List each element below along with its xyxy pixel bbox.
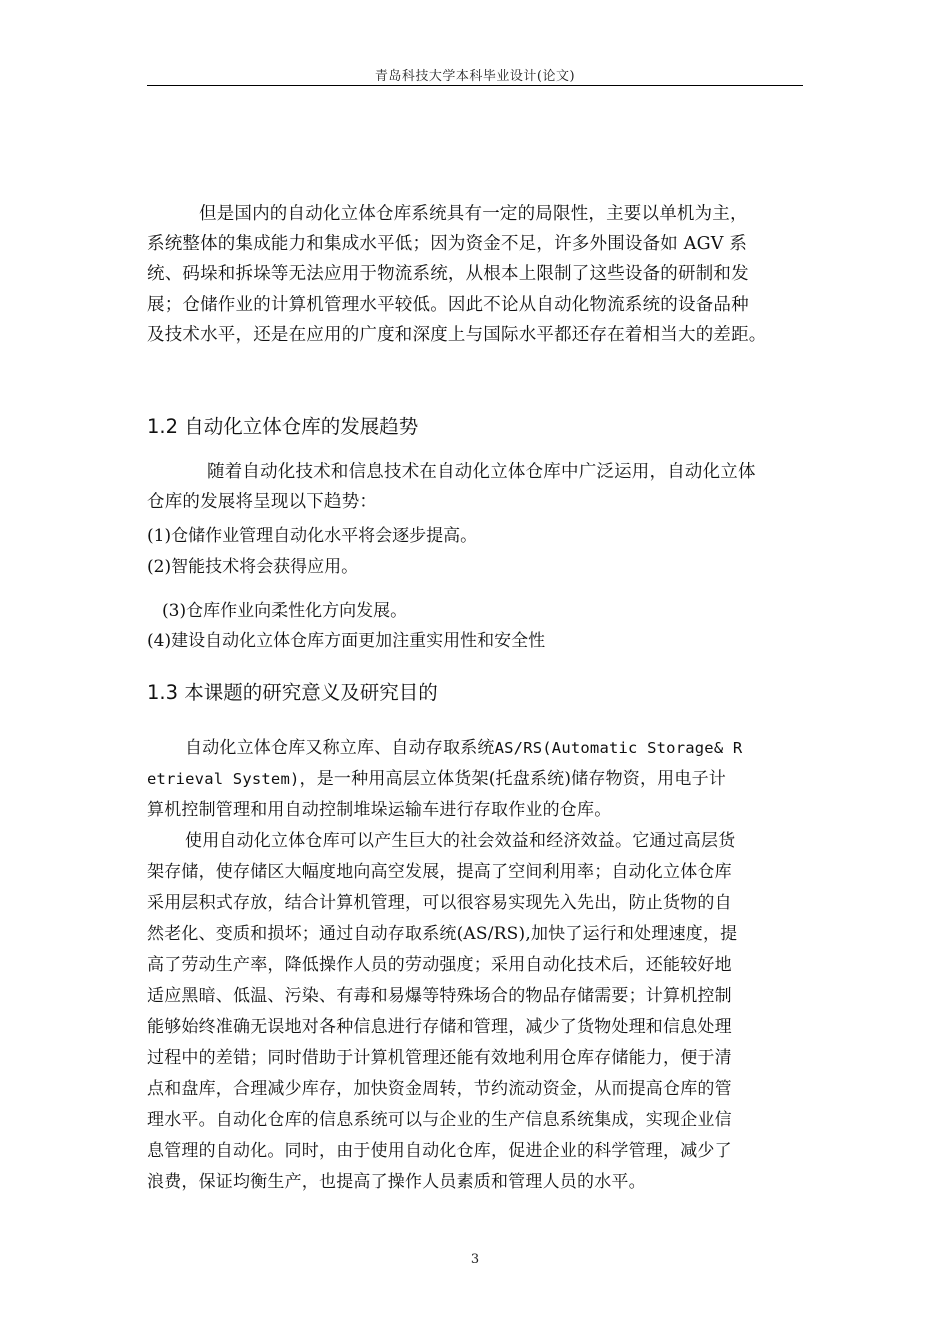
paragraph-line: 能够始终准确无误地对各种信息进行存储和管理，减少了货物处理和信息处理 — [147, 1017, 732, 1037]
paragraph-line: 然老化、变质和损坏；通过自动存取系统(AS/RS),加快了运行和处理速度，提 — [147, 924, 738, 944]
line-text: ，是一种用高层立体货架(托盘系统)储存物资，用电子计 — [299, 769, 726, 789]
section-heading-1-3: 1.3 本课题的研究意义及研究目的 — [147, 681, 438, 704]
page-number: 3 — [470, 1252, 480, 1267]
paragraph-line: 随着自动化技术和信息技术在自动化立体仓库中广泛运用，自动化立体 — [207, 462, 756, 482]
paragraph-line: 浪费，保证均衡生产，也提高了操作人员素质和管理人员的水平。 — [147, 1172, 646, 1192]
paragraph-line: 采用层积式存放，结合计算机管理，可以很容易实现先入先出，防止货物的自 — [147, 893, 732, 913]
paragraph-line: 但是国内的自动化立体仓库系统具有一定的局限性，主要以单机为主， — [199, 204, 748, 224]
header-title: 青岛科技大学本科毕业设计(论文) — [374, 69, 576, 84]
paragraph-line: 高了劳动生产率，降低操作人员的劳动强度；采用自动化技术后，还能较好地 — [147, 955, 732, 975]
trend-item-2: (2)智能技术将会获得应用。 — [147, 557, 359, 577]
paragraph-line: 展；仓储作业的计算机管理水平较低。因此不论从自动化物流系统的设备品种 — [147, 294, 749, 315]
line-text-mono: AS/RS(Automatic Storage& R — [494, 739, 743, 757]
paragraph-line — [147, 733, 817, 764]
line-text: 自动化立体仓库又称立库、自动存取系统 — [185, 738, 495, 758]
paragraph-line: 系统整体的集成能力和集成水平低；因为资金不足，许多外围设备如 AGV 系 — [147, 234, 748, 255]
trend-item-1: (1)仓储作业管理自动化水平将会逐步提高。 — [147, 526, 478, 546]
paragraph-line: 统、码垛和拆垛等无法应用于物流系统，从根本上限制了这些设备的研制和发 — [147, 264, 749, 285]
paragraph-line: 点和盘库，合理减少库存，加快资金周转，节约流动资金，从而提高仓库的管 — [147, 1079, 732, 1099]
asrs-definition-paragraph — [147, 733, 817, 826]
trend-item-4: (4)建设自动化立体仓库方面更加注重实用性和安全性 — [147, 631, 546, 651]
trend-item-3: (3)仓库作业向柔性化方向发展。 — [162, 601, 408, 621]
paragraph-line: 架存储，使存储区大幅度地向高空发展，提高了空间利用率；自动化立体仓库 — [147, 862, 732, 882]
paragraph-line: 算机控制管理和用自动控制堆垛运输车进行存取作业的仓库。 — [147, 800, 612, 820]
paragraph-line: 理水平。自动化仓库的信息系统可以与企业的生产信息系统集成，实现企业信 — [147, 1110, 732, 1130]
paragraph-line — [147, 764, 817, 795]
paragraph-line: 及技术水平，还是在应用的广度和深度上与国际水平都还存在着相当大的差距。 — [147, 324, 767, 345]
section-heading-1-2: 1.2 自动化立体仓库的发展趋势 — [147, 415, 419, 438]
paragraph-line: 过程中的差错；同时借助于计算机管理还能有效地利用仓库存储能力，便于清 — [147, 1048, 732, 1068]
paragraph-line: 使用自动化立体仓库可以产生巨大的社会效益和经济效益。它通过高层货 — [185, 831, 736, 851]
paragraph-line: 息管理的自动化。同时，由于使用自动化仓库，促进企业的科学管理，减少了 — [147, 1141, 732, 1161]
paragraph-line: 适应黑暗、低温、污染、有毒和易爆等特殊场合的物品存储需要；计算机控制 — [147, 986, 732, 1006]
intro-paragraph — [147, 199, 817, 350]
paragraph-line: 仓库的发展将呈现以下趋势： — [147, 492, 378, 513]
line-text-mono: etrieval System) — [147, 770, 300, 788]
trend-intro-paragraph — [147, 457, 817, 517]
benefits-paragraph — [147, 826, 817, 1198]
header-divider — [147, 85, 803, 86]
